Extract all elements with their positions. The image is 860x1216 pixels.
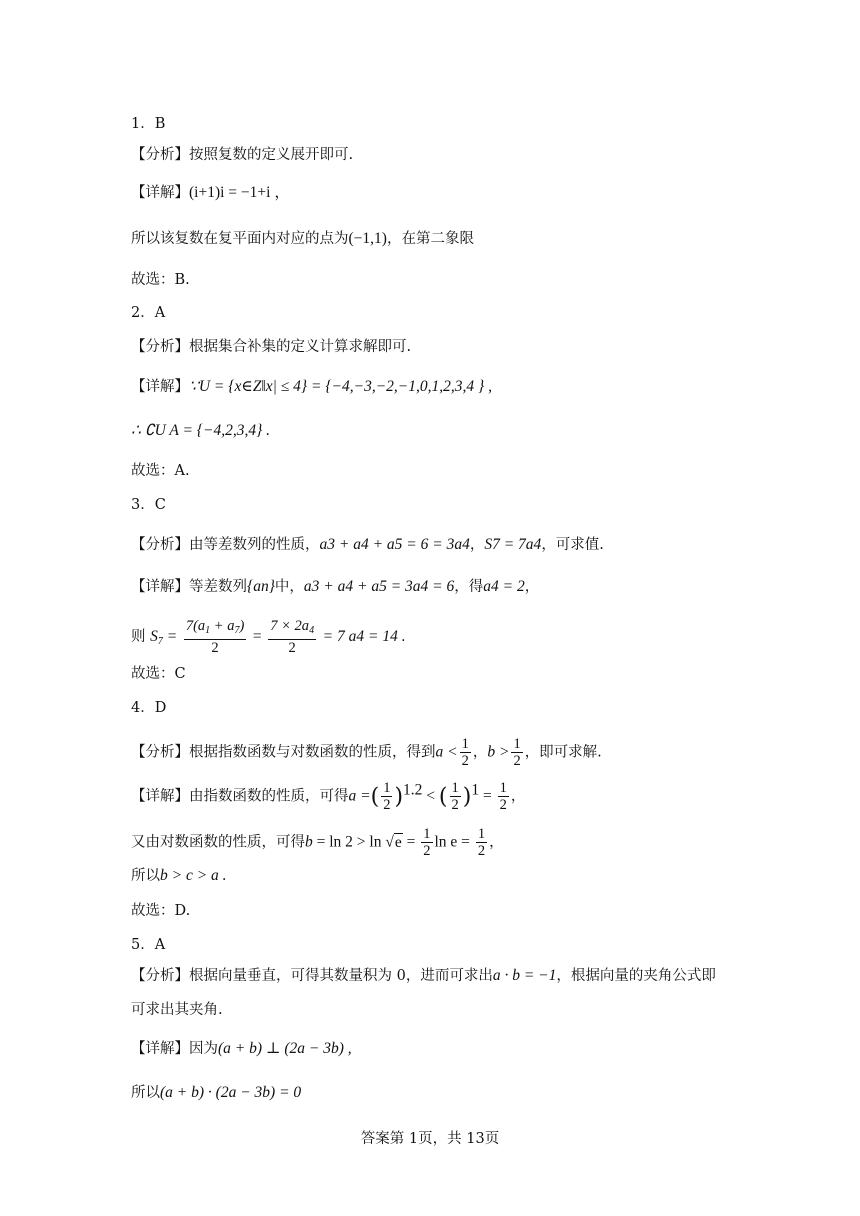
q1-text1: 所以该复数在复平面内对应的点为 [131,231,349,247]
q3-frac2: $\frac{7 \times 2a_4}{2}$ [270,618,315,656]
q5-so-text: 所以 [131,1085,160,1101]
q5-analysis-1 [131,966,716,986]
q5-analysis-text1: 【分析】根据向量垂直，可得其数量积为 0，进而可求出 [131,968,493,984]
q4-order-eq: b > c > a . [160,867,227,884]
q1-text2: ，在第二象限 [386,231,474,247]
q4-analysis-text: 【分析】根据指数函数与对数函数的性质，得到 [131,744,436,761]
q4-conclusion: 故选：D. [131,903,191,919]
q5-detail [131,1039,352,1059]
q5-analysis-text2: ，根据向量的夹角公式即 [556,968,716,984]
q2-complement [131,421,270,441]
q3-analysis: 【分析】由等差数列的性质，a3 + a4 + a5 = 6 = 3a4，S7 = 7a4，可求值. [131,536,604,553]
q2-answer: 2．A [131,305,166,321]
q2-detail-label: 【详解】 [131,379,189,395]
q3-analysis-text: 【分析】由等差数列的性质， [131,537,320,553]
q2-detail [131,377,492,397]
q1-answer: 1．B [131,116,166,132]
q1-point-line [131,229,474,249]
q3-answer: 3．C [131,497,166,513]
q1-detail-eq: (i+1)i = −1+i ， [189,184,290,201]
q4-answer: 4．D [131,700,167,716]
q1-detail [131,183,290,203]
q3-conclusion: 故选：C [131,666,186,682]
q5-answer: 5．A [131,937,166,953]
q3-then: 则 [131,629,146,645]
q3-analysis-end: ，可求值. [541,537,604,553]
q4-order [131,866,227,886]
q5-so-eq: (a + b) · (2a − 3b) = 0 [160,1084,302,1101]
q5-analysis-2: 可求出其夹角. [131,1002,223,1018]
q4-order-text: 所以 [131,868,160,884]
q3-detail-mid2: ，得 [454,579,484,595]
q3-analysis-eq1: a3 + a4 + a5 = 6 = 3a4 [319,536,470,553]
q4-analysis-end: ，即可求解. [524,744,602,761]
q3-detail-seq: {an} [247,578,275,595]
q3-frac1: $\frac{7(a_1 + a_7)}{2}$ [185,618,245,656]
q3-detail: 【详解】等差数列{an}中，a3 + a4 + a5 = 3a4 = 6，得a4 = 2， [131,578,540,595]
q3-sum: 则 $S_7$ = $\frac{7(a_1 + a_7)}{2}$ = $\frac{7 \times 2a_4}{2}$ = 7 a4 = 14 . [131,618,406,656]
q1-analysis: 【分析】按照复数的定义展开即可. [131,147,354,163]
q5-detail-text: 【详解】因为 [131,1041,218,1057]
q4-analysis: 【分析】根据指数函数与对数函数的性质，得到a < $\frac{1}{2}$ ，b > $\frac{1}{2}$ ，即可求解. [131,736,602,769]
q5-detail-eq: (a + b) ⊥ (2a − 3b) , [218,1040,352,1057]
q3-detail-eq1: a3 + a4 + a5 = 3a4 = 6 [303,578,455,595]
q5-analysis-eq: a · b = −1 [492,967,557,984]
q1-detail-label: 【详解】 [131,185,189,201]
q4-detail-text: 【详解】由指数函数的性质，可得 [131,788,349,805]
q4-detail: 【详解】由指数函数的性质，可得a =( $\frac{1}{2}$ )$^{1.2}$ < ( $\frac{1}{2}$ )$^1$ = $\frac{1}{2}$ ， [131,780,526,813]
q2-complement-eq: ∴ ∁U A = {−4,2,3,4} . [131,422,271,439]
page-footer: 答案第 1页，共 13页 [360,1131,500,1147]
q3-result: = 7 a4 = 14 . [322,628,406,645]
q5-so [131,1083,301,1103]
q2-analysis: 【分析】根据集合补集的定义计算求解即可. [131,339,412,355]
q4-log: 又由对数函数的性质，可得b = ln 2 > ln √e = $\frac{1}{2}$ ln e = $\frac{1}{2}$ ， [131,826,504,859]
q2-conclusion: 故选：A. [131,463,190,479]
q3-detail-mid: 中， [274,579,304,595]
q4-log-text: 又由对数函数的性质，可得 [131,834,305,851]
q3-analysis-eq2: S7 = 7a4 [484,536,542,553]
q1-conclusion: 故选：B. [131,272,190,288]
q3-detail-eq2: a4 = 2 [483,578,525,595]
q2-set-u: ∵U = {x∈Z‖x| ≤ 4} = {−4,−3,−2,−1,0,1,2,3,4 } , [189,378,492,395]
q1-point: (−1,1) [348,230,387,247]
q3-detail-text: 【详解】等差数列 [131,579,247,595]
